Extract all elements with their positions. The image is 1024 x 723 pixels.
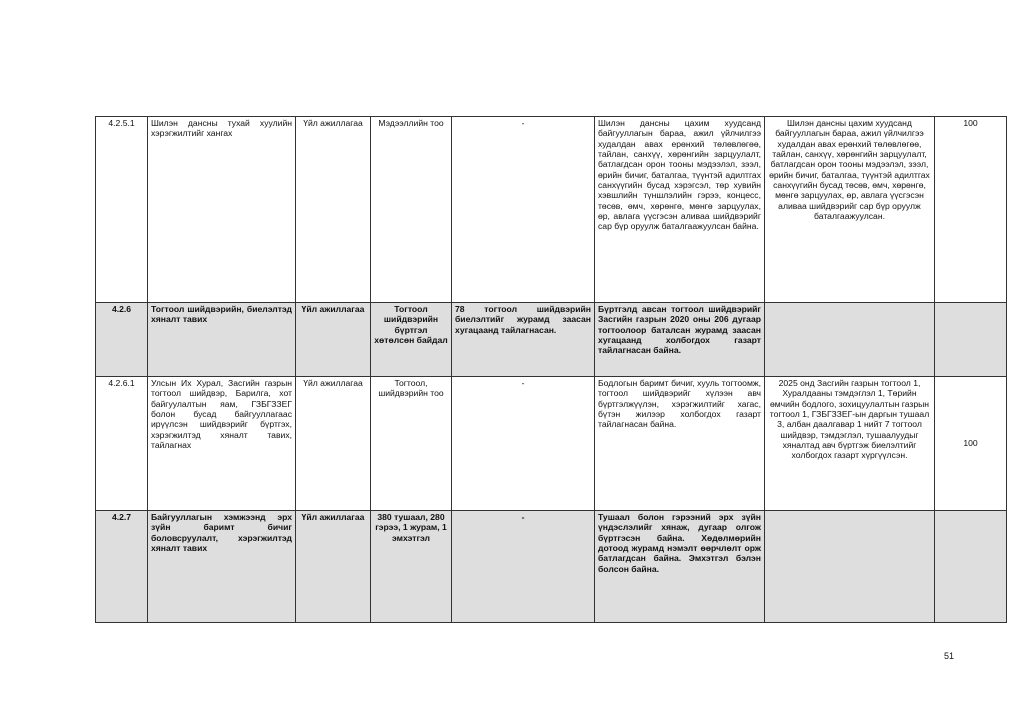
cell-result: Шилэн дансны цахим хуудсанд байгууллагын бараа, ажил үйлчилгээ худалдан авах ерөнхий төлөвлөгөө, тайлан, санхүү, хөрөнгийн зарцуулалт, батлагдсан орон тооны мэдээлэл, зээл, өрийн бичиг, баталгаа, түүнтэй адилтгах санхүүгийн бусад төсөв, өмч, хөрөнгө, мөнгө зарцуулах, өр, авлага үүсгэсэн аливаа шийдвэрийг сар бүр оруулж баталгаажуулсан.: [765, 117, 935, 303]
cell-code: 4.2.5.1: [96, 117, 148, 303]
cell-target: -: [452, 117, 595, 303]
table-row: [96, 511, 1007, 623]
report-table: [95, 116, 1007, 623]
cell-task: Шилэн дансны тухай хуулийн хэрэгжилтийг хангах: [148, 117, 296, 303]
cell-result: 2025 онд Засгийн газрын тогтоол 1, Хуралдааны тэмдэглэл 1, Төрийн өмчийн бодлого, зохицуулалтын газрын тогтоол 1, ГЗБГЗЗЕГ-ын даргын тушаал 3, албан даалгавар 1 нийт 7 тогтоол шийдвэр, тэмдэглэл, тушаалуудыг хяналтад авч бүртгэж биелэлтийг холбогдох газарт хүргүүлсэн.: [765, 377, 935, 511]
cell-result: [765, 303, 935, 377]
cell-type: Үйл ажиллагаа: [296, 303, 371, 377]
cell-task: Байгууллагын хэмжээнд эрх зүйн баримт бичиг боловсруулалт, хэрэгжилтэд хяналт тавих: [148, 511, 296, 623]
cell-task: Тогтоол шийдвэрийн, биелэлтэд хяналт тавих: [148, 303, 296, 377]
cell-indicator: 380 тушаал, 280 гэрээ, 1 журам, 1 эмхэтгэл: [371, 511, 452, 623]
cell-task: Улсын Их Хурал, Засгийн газрын тогтоол шийдвэр, Барилга, хот байгуулалтын яам, ГЗБГЗЗЕГ болон бусад байгууллагаас ирүүлсэн шийдвэрийг бүртгэх, хэрэгжилтэд хяналт тавих, тайлагнах: [148, 377, 296, 511]
cell-score: 100: [935, 117, 1007, 303]
cell-target: 78 тогтоол шийдвэрийн биелэлтийг журамд заасан хугацаанд тайлагнасан.: [452, 303, 595, 377]
cell-performance: Шилэн дансны цахим хуудсанд байгууллагын бараа, ажил үйлчилгээ худалдан авах ерөнхий төлөвлөгөө, тайлан, санхүү, хөрөнгийн зарцуулалт, батлагдсан орон тооны мэдээлэл, зээл, өрийн бичиг, баталгаа, түүнтэй адилтгах санхүүгийн бусад хэрэгсэл, төр хувийн хэвшлийн түншлэлийн гэрээ, концесс, төсөв, өмч, хөрөнгө, мөнгө зарцуулах, өр, авлага үүсгэсэн аливаа шийдвэрийг сар бүр оруулж баталгаажуулсан байна.: [595, 117, 765, 303]
cell-type: Үйл ажиллагаа: [296, 377, 371, 511]
cell-performance: Тушаал болон гэрээний эрх зүйн үндэслэлийг хянаж, дугаар олгож бүртгэсэн байна. Хөдөлмөрийн дотоод журамд нэмэлт өөрчлөлт орж батлагдсан байна. Эмхэтгэл бэлэн болсон байна.: [595, 511, 765, 623]
cell-target: -: [452, 511, 595, 623]
cell-score: 100: [935, 377, 1007, 511]
table-row: [96, 303, 1007, 377]
cell-type: Үйл ажиллагаа: [296, 117, 371, 303]
cell-performance: Бүртгэлд авсан тогтоол шийдвэрийг Засгийн газрын 2020 оны 206 дугаар тогтоолоор баталсан журамд заасан хугацаанд холбогдох газарт тайлагнасан байна.: [595, 303, 765, 377]
cell-performance: Бодлогын баримт бичиг, хууль тогтоомж, тогтоол шийдвэрийг хүлээн авч бүртгэлжүүлэн, хэрэгжилтийг хагас, бүтэн жилээр холбогдох газарт тайлагнасан байна.: [595, 377, 765, 511]
cell-type: Үйл ажиллагаа: [296, 511, 371, 623]
cell-code: 4.2.6.1: [96, 377, 148, 511]
cell-indicator: Мэдээллийн тоо: [371, 117, 452, 303]
cell-result: [765, 511, 935, 623]
cell-indicator: Тогтоол, шийдвэрийн тоо: [371, 377, 452, 511]
cell-code: 4.2.6: [96, 303, 148, 377]
cell-indicator: Тогтоол шийдвэрийн бүртгэл хөтөлсөн байдал: [371, 303, 452, 377]
table-row: [96, 117, 1007, 303]
page-number: 51: [944, 651, 955, 661]
cell-score: [935, 511, 1007, 623]
cell-score: [935, 303, 1007, 377]
table-row: [96, 377, 1007, 511]
cell-code: 4.2.7: [96, 511, 148, 623]
cell-target: -: [452, 377, 595, 511]
